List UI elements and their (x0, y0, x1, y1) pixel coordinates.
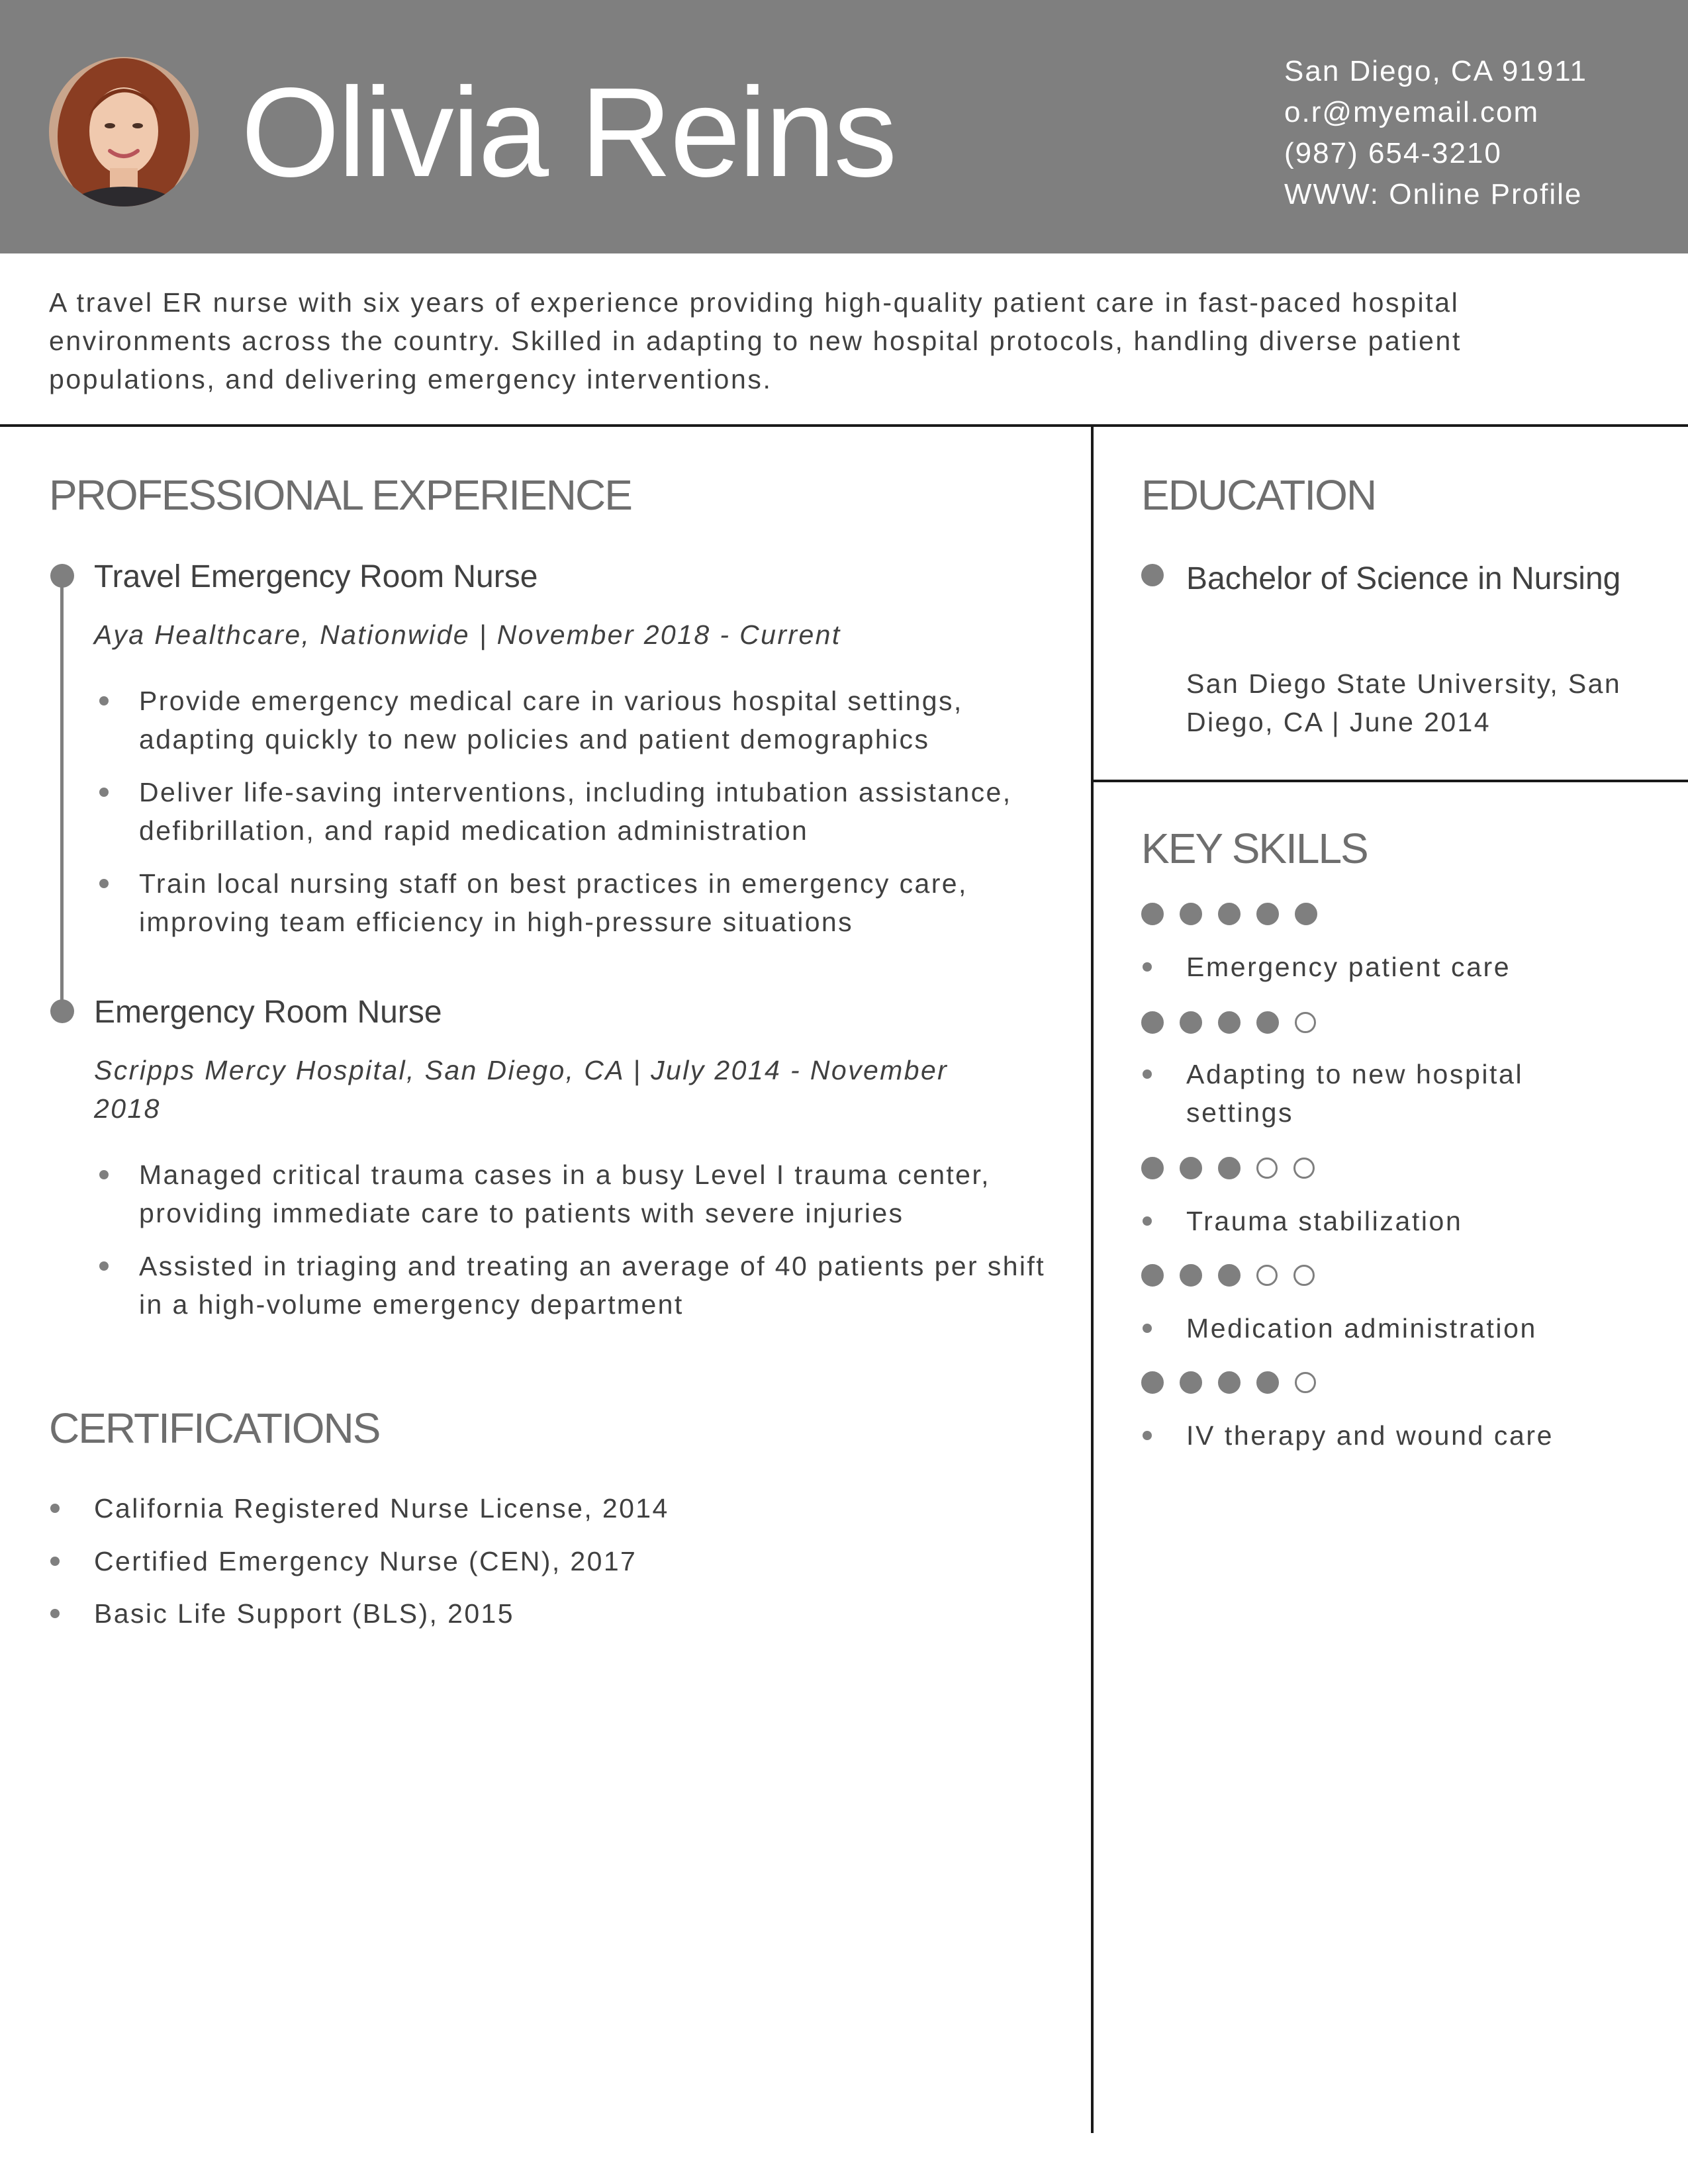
skill-5-text: IV therapy and wound care (1186, 1420, 1554, 1451)
bullet-dot (99, 788, 109, 797)
rating-dot-empty (1256, 1265, 1278, 1286)
skills-heading: KEY SKILLS (1141, 825, 1368, 872)
job-2-timeline-dot (50, 999, 74, 1023)
rating-dot-empty (1256, 1158, 1278, 1179)
professional-summary: A travel ER nurse with six years of experience providing high-quality patient care in fast-paced hospital environments across the country. Skilled in adapting to new hospital protocols, handling diverse patient populations, and delivering emergency interventions. (49, 287, 1462, 394)
certification-1-text: California Registered Nurse License, 2014 (94, 1493, 669, 1524)
rating-dot-empty (1293, 1158, 1315, 1179)
education-divider (1091, 780, 1688, 782)
job-1-bullet (139, 864, 1053, 941)
job-1-title: Travel Emergency Room Nurse (94, 559, 538, 594)
rating-dot-filled (1218, 1264, 1241, 1287)
rating-dot-filled (1218, 1371, 1241, 1394)
contact-block (1284, 53, 1587, 217)
skill-rating (1141, 1157, 1331, 1181)
rating-dot-filled (1180, 903, 1202, 925)
skill-1-text: Emergency patient care (1186, 952, 1511, 982)
bullet-dot (1143, 1069, 1152, 1079)
skill-item (1186, 1416, 1597, 1455)
contact-phone[interactable]: (987) 654-3210 (1284, 137, 1502, 169)
skill-rating (1141, 1371, 1332, 1395)
skill-item (1186, 1202, 1597, 1240)
rating-dot-filled (1295, 903, 1317, 925)
rating-dot-filled (1180, 1371, 1202, 1394)
education-dot (1141, 564, 1164, 586)
certification-item (94, 1489, 669, 1527)
experience-timeline (60, 576, 64, 1013)
candidate-name: Olivia Reins (241, 61, 896, 203)
profile-photo (49, 57, 199, 206)
skill-3-text: Trauma stabilization (1186, 1206, 1463, 1236)
rating-dot-filled (1180, 1157, 1202, 1179)
bullet-dot (99, 1261, 109, 1271)
education-heading: EDUCATION (1141, 471, 1376, 519)
rating-dot-filled (1141, 1157, 1164, 1179)
rating-dot-filled (1256, 1371, 1279, 1394)
column-divider (1091, 424, 1094, 2133)
job-1-bullet (139, 682, 1053, 758)
rating-dot-filled (1218, 903, 1241, 925)
certification-2-text: Certified Emergency Nurse (CEN), 2017 (94, 1546, 637, 1576)
bullet-dot (1143, 1216, 1152, 1226)
skill-item (1186, 1309, 1597, 1347)
summary-divider (0, 424, 1688, 427)
certification-item (94, 1542, 637, 1580)
bullet-dot (1143, 1431, 1152, 1440)
bullet-dot (50, 1557, 60, 1566)
bullet-dot (99, 696, 109, 705)
bullet-dot (1143, 962, 1152, 972)
job-1-bullet-1-text: Provide emergency medical care in various hospital settings, adapting quickly to new policies and patient demographics (139, 686, 963, 754)
job-1-bullet-3-text: Train local nursing staff on best practices in emergency care, improving team efficiency in high-pressure situations (139, 868, 968, 937)
rating-dot-filled (1218, 1011, 1241, 1034)
job-1-bullet-2-text: Deliver life-saving interventions, including intubation assistance, defibrillation, and rapid medication administration (139, 777, 1012, 846)
rating-dot-filled (1141, 1371, 1164, 1394)
job-2-bullet (139, 1156, 1053, 1232)
rating-dot-filled (1256, 903, 1279, 925)
certifications-heading: CERTIFICATIONS (49, 1404, 380, 1452)
skill-item (1186, 948, 1597, 986)
job-1-bullet (139, 773, 1053, 850)
bullet-dot (50, 1609, 60, 1618)
rating-dot-filled (1141, 1011, 1164, 1034)
education-school: San Diego State University, San Diego, CA | June 2014 (1186, 668, 1622, 737)
certification-item (94, 1594, 514, 1633)
rating-dot-empty (1295, 1012, 1316, 1033)
contact-email[interactable]: o.r@myemail.com (1284, 96, 1540, 128)
job-1-bullets (139, 682, 1053, 941)
job-1-meta: Aya Healthcare, Nationwide | November 2018 - Current (94, 619, 841, 650)
rating-dot-filled (1256, 1011, 1279, 1034)
skill-2-text: Adapting to new hospital settings (1186, 1059, 1524, 1128)
rating-dot-filled (1141, 903, 1164, 925)
header-banner (0, 0, 1688, 253)
rating-dot-empty (1293, 1265, 1315, 1286)
bullet-dot (99, 1170, 109, 1179)
bullet-dot (99, 879, 109, 888)
contact-website[interactable]: WWW: Online Profile (1284, 178, 1583, 210)
job-2-bullet-1-text: Managed critical trauma cases in a busy Level I trauma center, providing immediate care to patients with severe injuries (139, 1160, 990, 1228)
job-2-bullets (139, 1156, 1053, 1324)
rating-dot-empty (1295, 1372, 1316, 1393)
contact-address: San Diego, CA 91911 (1284, 55, 1587, 87)
certification-3-text: Basic Life Support (BLS), 2015 (94, 1598, 514, 1629)
skill-item (1186, 1055, 1597, 1132)
skill-rating (1141, 903, 1333, 927)
skill-rating (1141, 1264, 1331, 1288)
education-degree: Bachelor of Science in Nursing (1186, 561, 1621, 596)
rating-dot-filled (1180, 1011, 1202, 1034)
skill-4-text: Medication administration (1186, 1313, 1537, 1343)
job-2-meta: Scripps Mercy Hospital, San Diego, CA | July 2014 - November 2018 (94, 1055, 949, 1124)
job-1-timeline-dot (50, 564, 74, 588)
job-2-title: Emergency Room Nurse (94, 995, 442, 1030)
profile-photo-portrait (49, 57, 199, 206)
rating-dot-filled (1141, 1264, 1164, 1287)
bullet-dot (1143, 1324, 1152, 1333)
rating-dot-filled (1180, 1264, 1202, 1287)
rating-dot-filled (1218, 1157, 1241, 1179)
skill-rating (1141, 1011, 1332, 1035)
experience-heading: PROFESSIONAL EXPERIENCE (49, 471, 632, 519)
bullet-dot (50, 1504, 60, 1513)
job-2-bullet (139, 1247, 1053, 1324)
job-2-bullet-2-text: Assisted in triaging and treating an average of 40 patients per shift in a high-volume emergency department (139, 1251, 1046, 1320)
